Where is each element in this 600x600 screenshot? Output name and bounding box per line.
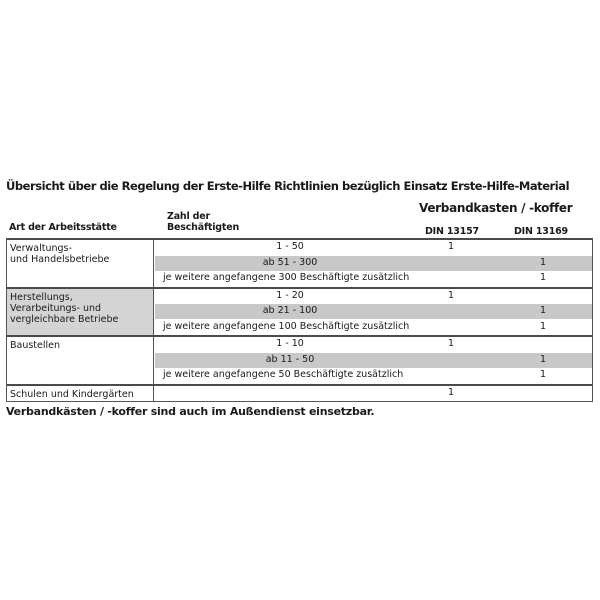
footnote: Verbandkästen / -koffer sind auch im Außendienst einsetzbar. <box>6 405 375 418</box>
table-row <box>155 240 592 255</box>
table-row <box>7 386 592 401</box>
din-13157-cell: 1 <box>447 338 455 349</box>
category-line: vergleichbare Betriebe <box>10 313 119 325</box>
first-aid-table <box>6 238 593 402</box>
table-row <box>155 256 592 271</box>
category-line: und Handelsbetriebe <box>10 254 110 265</box>
category-cell <box>7 337 154 384</box>
din-13169-cell: 1 <box>539 320 547 332</box>
employee-count-cell: je weitere angefangene 300 Beschäftigte zusätzlich <box>163 272 410 283</box>
category-cell <box>7 240 154 287</box>
din-13169-cell: 1 <box>539 353 547 365</box>
table-group <box>7 386 592 402</box>
category-line: Schulen und Kindergärten <box>10 388 134 400</box>
din-13157-cell: 1 <box>447 241 455 252</box>
table-row <box>155 289 592 304</box>
header-zahl-line-2: Beschäftigten <box>167 222 240 233</box>
din-13157-cell: 1 <box>447 289 455 301</box>
din-13169-cell: 1 <box>539 272 547 283</box>
table-row <box>155 353 592 368</box>
employee-count-cell: je weitere angefangene 100 Beschäftigte zusätzlich <box>163 320 410 332</box>
din-13157-cell: 1 <box>447 386 455 398</box>
header-art-der-arbeitsstaette: Art der Arbeitsstätte <box>9 222 117 233</box>
column-group-header: Verbandkasten / -koffer <box>419 201 573 215</box>
page-title: Übersicht über die Regelung der Erste-Hilfe Richtlinien bezüglich Einsatz Erste-Hilfe-Material <box>6 179 570 193</box>
category-cell <box>7 289 154 336</box>
employee-count-cell: ab 11 - 50 <box>265 353 315 365</box>
header-zahl-line-1: Zahl der <box>167 211 210 222</box>
employee-count-cell: ab 21 - 100 <box>262 305 318 316</box>
header-din-13169: DIN 13169 <box>514 226 568 237</box>
employee-count-cell: 1 - 10 <box>276 338 304 349</box>
table-row <box>155 271 592 286</box>
table-row <box>155 304 592 319</box>
table-group <box>7 337 592 384</box>
table-row <box>155 368 592 383</box>
category-line: Verwaltungs- <box>10 243 72 254</box>
employee-count-cell: 1 - 50 <box>276 241 304 252</box>
header-din-13157: DIN 13157 <box>425 226 479 237</box>
din-13169-cell: 1 <box>539 305 547 316</box>
category-line: Baustellen <box>10 340 61 351</box>
table-row <box>155 320 592 335</box>
employee-count-cell: 1 - 20 <box>276 289 304 301</box>
category-line: Verarbeitungs- und <box>10 302 102 314</box>
din-13169-cell: 1 <box>539 256 547 268</box>
header-zahl-der-beschaeftigten <box>167 211 277 233</box>
din-13169-cell: 1 <box>539 369 547 380</box>
employee-count-cell: ab 51 - 300 <box>262 256 318 268</box>
table-group <box>7 289 592 336</box>
table-group <box>7 240 592 287</box>
category-line: Herstellungs, <box>10 291 73 303</box>
table-row <box>155 337 592 352</box>
employee-count-cell: je weitere angefangene 50 Beschäftigte zusätzlich <box>163 369 404 380</box>
